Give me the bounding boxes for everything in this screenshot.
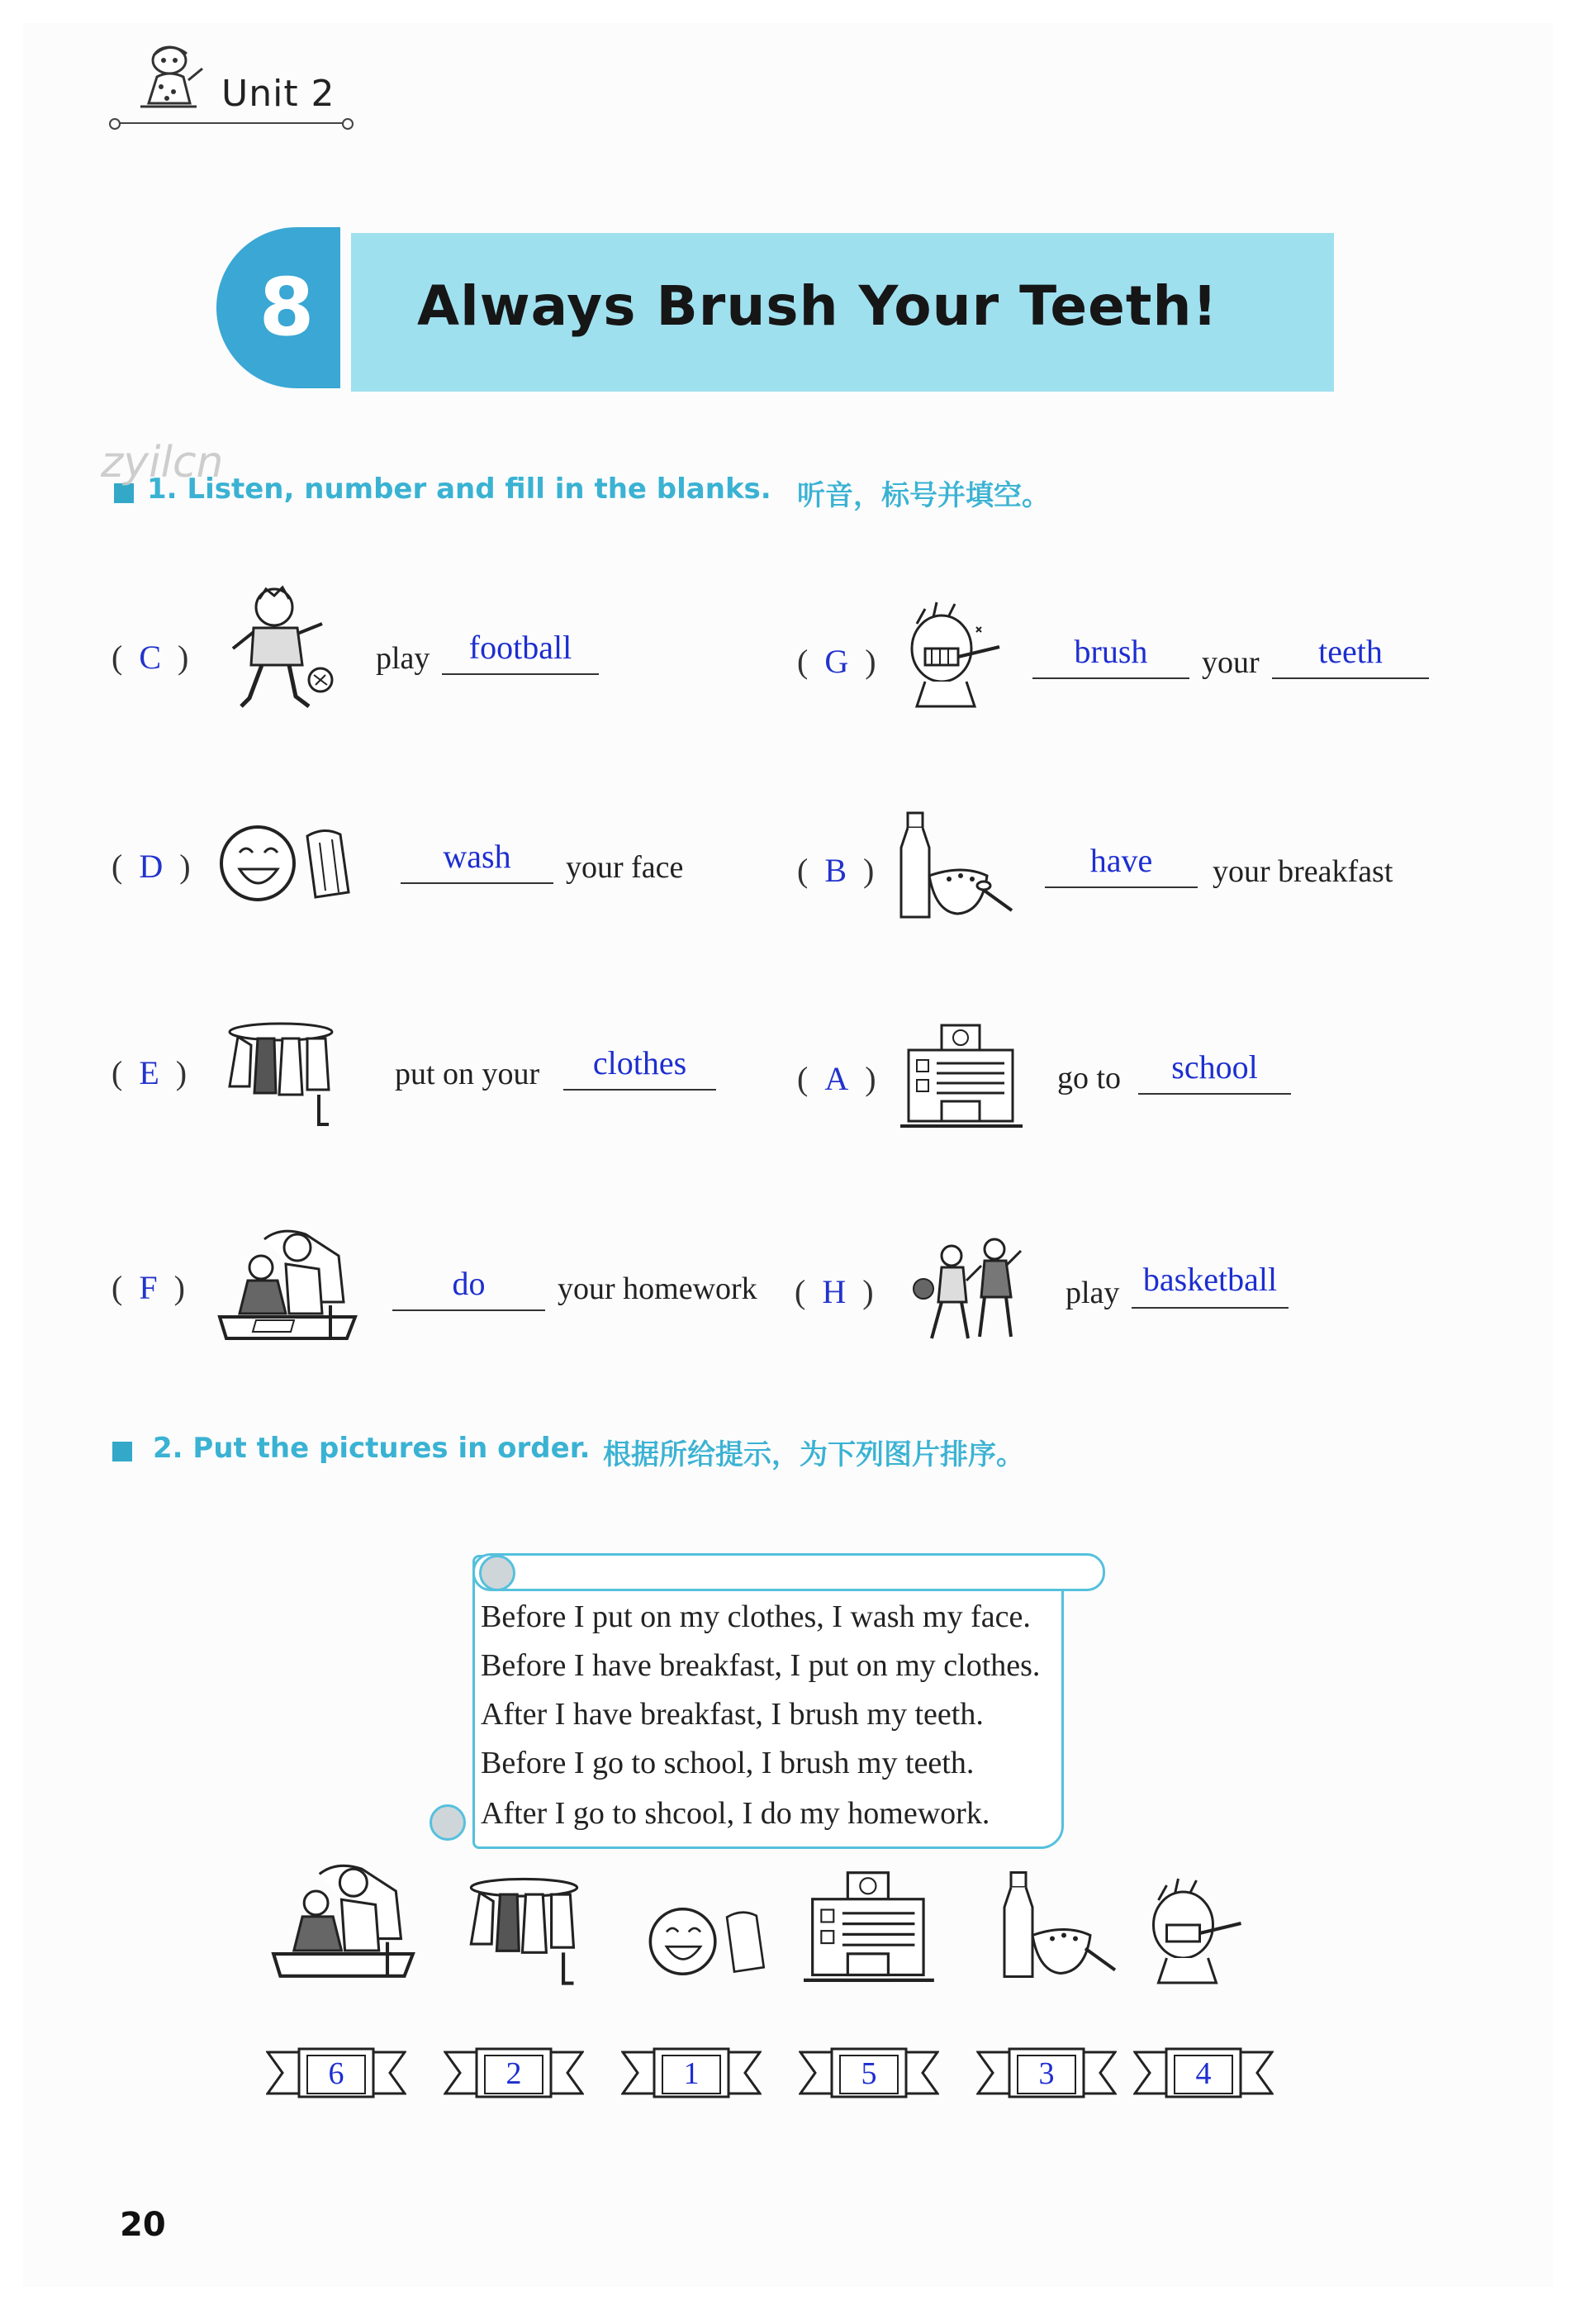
blank-answer: wash [443, 838, 511, 875]
phrase-mid: your [1202, 645, 1260, 680]
order-ribbon [976, 2047, 1117, 2098]
order-number: 1 [683, 2056, 700, 2091]
phrase-pre: go to [1057, 1061, 1122, 1095]
story-line: Before I put on my clothes, I wash my face. [481, 1599, 1031, 1634]
order-number: 6 [328, 2056, 344, 2091]
blank-line [442, 673, 599, 675]
section1-title-cn: 听音，标号并填空。 [797, 479, 1050, 512]
answer-paren: ( C ) [112, 639, 189, 676]
scroll-curl-icon [479, 1555, 515, 1591]
section1-title: 1. Listen, number and fill in the blanks. [147, 473, 771, 506]
blank-answer: do [452, 1265, 486, 1302]
blank-answer: have [1089, 842, 1153, 879]
blank-answer: basketball [1142, 1261, 1278, 1298]
order-number: 4 [1195, 2056, 1212, 2091]
brushing-teeth-icon [900, 599, 1008, 711]
answer-letter: C [139, 639, 162, 676]
order-number: 5 [861, 2056, 877, 2091]
homework-icon [268, 1855, 417, 1987]
breakfast-icon [896, 810, 1020, 925]
order-ribbon [799, 2047, 939, 2098]
blank-answer: brush [1074, 633, 1148, 670]
answer-letter: H [822, 1273, 847, 1310]
face-towel-icon [216, 818, 369, 909]
answer-letter: B [824, 852, 847, 889]
answer-paren: ( E ) [112, 1054, 187, 1091]
answer-paren: ( F ) [112, 1269, 185, 1306]
order-ribbon [444, 2047, 584, 2098]
school-building-icon [804, 1867, 936, 1991]
clothes-rack-icon [463, 1875, 586, 1987]
answer-letter: F [139, 1269, 158, 1306]
page-number: 20 [120, 2206, 166, 2244]
blank-line [1138, 1093, 1291, 1095]
answer-letter: E [139, 1054, 159, 1091]
watermark: zyilcn [101, 438, 224, 487]
basketball-players-icon [909, 1231, 1032, 1355]
phrase-post: your face [566, 850, 684, 885]
answer-letter: D [139, 848, 164, 885]
phrase-pre: put on your [395, 1057, 540, 1091]
order-ribbon [621, 2047, 762, 2098]
blank-answer: clothes [592, 1044, 687, 1081]
blank-line [1132, 1307, 1289, 1309]
answer-letter: G [824, 643, 849, 680]
answer-paren: ( B ) [797, 852, 875, 889]
order-number: 2 [505, 2056, 522, 2091]
face-towel-icon [646, 1900, 782, 1983]
homework-icon [215, 1223, 359, 1347]
answer-paren: ( A ) [797, 1060, 876, 1097]
blank-answer: teeth [1318, 633, 1383, 670]
section2-title-cn: 根据所给提示，为下列图片排序。 [603, 1438, 1024, 1471]
section-marker [112, 1442, 132, 1461]
phrase-post: your homework [558, 1271, 757, 1306]
scroll-top-roll [472, 1553, 1105, 1591]
blank-line [401, 882, 553, 884]
story-line: After I go to shcool, I do my homework. [481, 1796, 990, 1831]
story-line: After I have breakfast, I brush my teeth. [481, 1697, 984, 1732]
lesson-title: Always Brush Your Teeth! [417, 274, 1218, 338]
phrase-pre: play [1066, 1276, 1120, 1310]
order-ribbon [1133, 2047, 1274, 2098]
answer-letter: A [824, 1060, 849, 1097]
blank-line [1272, 677, 1429, 679]
order-ribbon [266, 2047, 406, 2098]
answer-paren: ( D ) [112, 848, 191, 885]
header-rule [116, 122, 347, 124]
blank-line [1032, 677, 1189, 679]
brushing-teeth-icon [1140, 1875, 1251, 1987]
mascot-icon [124, 37, 211, 116]
scroll-curl-icon [430, 1804, 466, 1841]
clothes-rack-icon [221, 1020, 341, 1128]
phrase-pre: play [376, 641, 430, 676]
blank-line [563, 1089, 716, 1091]
blank-answer: school [1171, 1048, 1258, 1086]
order-number: 3 [1038, 2056, 1055, 2091]
lesson-number: 8 [259, 261, 315, 354]
football-player-icon [216, 582, 340, 723]
breakfast-icon [999, 1867, 1123, 1987]
section2-title: 2. Put the pictures in order. [153, 1432, 591, 1465]
phrase-post: your breakfast [1213, 854, 1393, 889]
blank-answer: football [468, 629, 572, 666]
school-building-icon [900, 1020, 1024, 1136]
answer-paren: ( H ) [795, 1273, 874, 1310]
blank-line [1045, 886, 1198, 888]
blank-line [392, 1309, 545, 1311]
unit-label: Unit 2 [221, 73, 335, 115]
story-line: Before I have breakfast, I put on my clothes. [481, 1648, 1041, 1683]
story-line: Before I go to school, I brush my teeth. [481, 1746, 975, 1780]
answer-paren: ( G ) [797, 643, 876, 680]
